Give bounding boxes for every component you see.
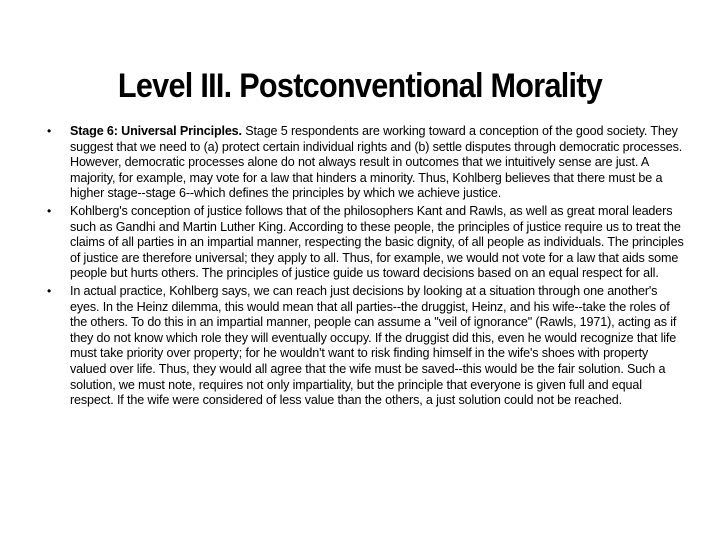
bullet-list <box>44 124 684 409</box>
bullet-text: In actual practice, Kohlberg says, we can reach just decisions by looking at a situation through one another's eyes. In the Heinz dilemma, this would mean that all parties--the druggist, Heinz, and his wife--take the roles of the others. To do this in an impartial manner, people can assume a "veil of ignorance" (Rawls, 1971), acting as if they do not know which role they will eventually occupy. If the druggist did this, even he would recognize that life must take priority over property; for he wouldn't want to risk finding himself in the wife's shoes with property valued over life. Thus, they would all agree that the wife must be saved--this would be the fair solution. Such a solution, we must note, requires not only impartiality, but the principle that everyone is given full and equal respect. If the wife were considered of less value than the others, a just solution could not be reached. <box>70 283 677 408</box>
bullet-lead-text: Stage 6: Universal Principles. <box>70 124 242 138</box>
bullet-item-actual-practice <box>44 284 684 409</box>
bullet-icon: • <box>46 283 52 298</box>
bullet-icon: • <box>46 203 52 218</box>
bullet-text: Kohlberg's conception of justice follows that of the philosophers Kant and Rawls, as well as great moral leaders such as Gandhi and Martin Luther King. According to these people, the principles of justice require us to treat the claims of all parties in an impartial manner, respecting the basic dignity, of all people as individuals. The principles of justice are therefore universal; they apply to all. Thus, for example, we would not vote for a law that aids some people but hurts others. The principles of justice guide us toward decisions based on an equal respect for all. <box>70 203 684 281</box>
bullet-item-justice-conception <box>44 204 684 282</box>
slide-title: Level III. Postconventional Morality <box>117 66 603 105</box>
slide-body <box>44 124 684 411</box>
bullet-text: Stage 5 respondents are working toward a conception of the good society. They suggest that we need to (a) protect certain individual rights and (b) settle disputes through democratic processes. However, democratic processes alone do not always result in outcomes that we intuitively sense are just. A majority, for example, may vote for a law that hinders a minority. Thus, Kohlberg believes that there must be a higher stage--stage 6--which defines the principles by which we achieve justice. <box>70 124 683 201</box>
bullet-icon: • <box>46 124 52 138</box>
bullet-item-stage-6 <box>44 124 684 202</box>
